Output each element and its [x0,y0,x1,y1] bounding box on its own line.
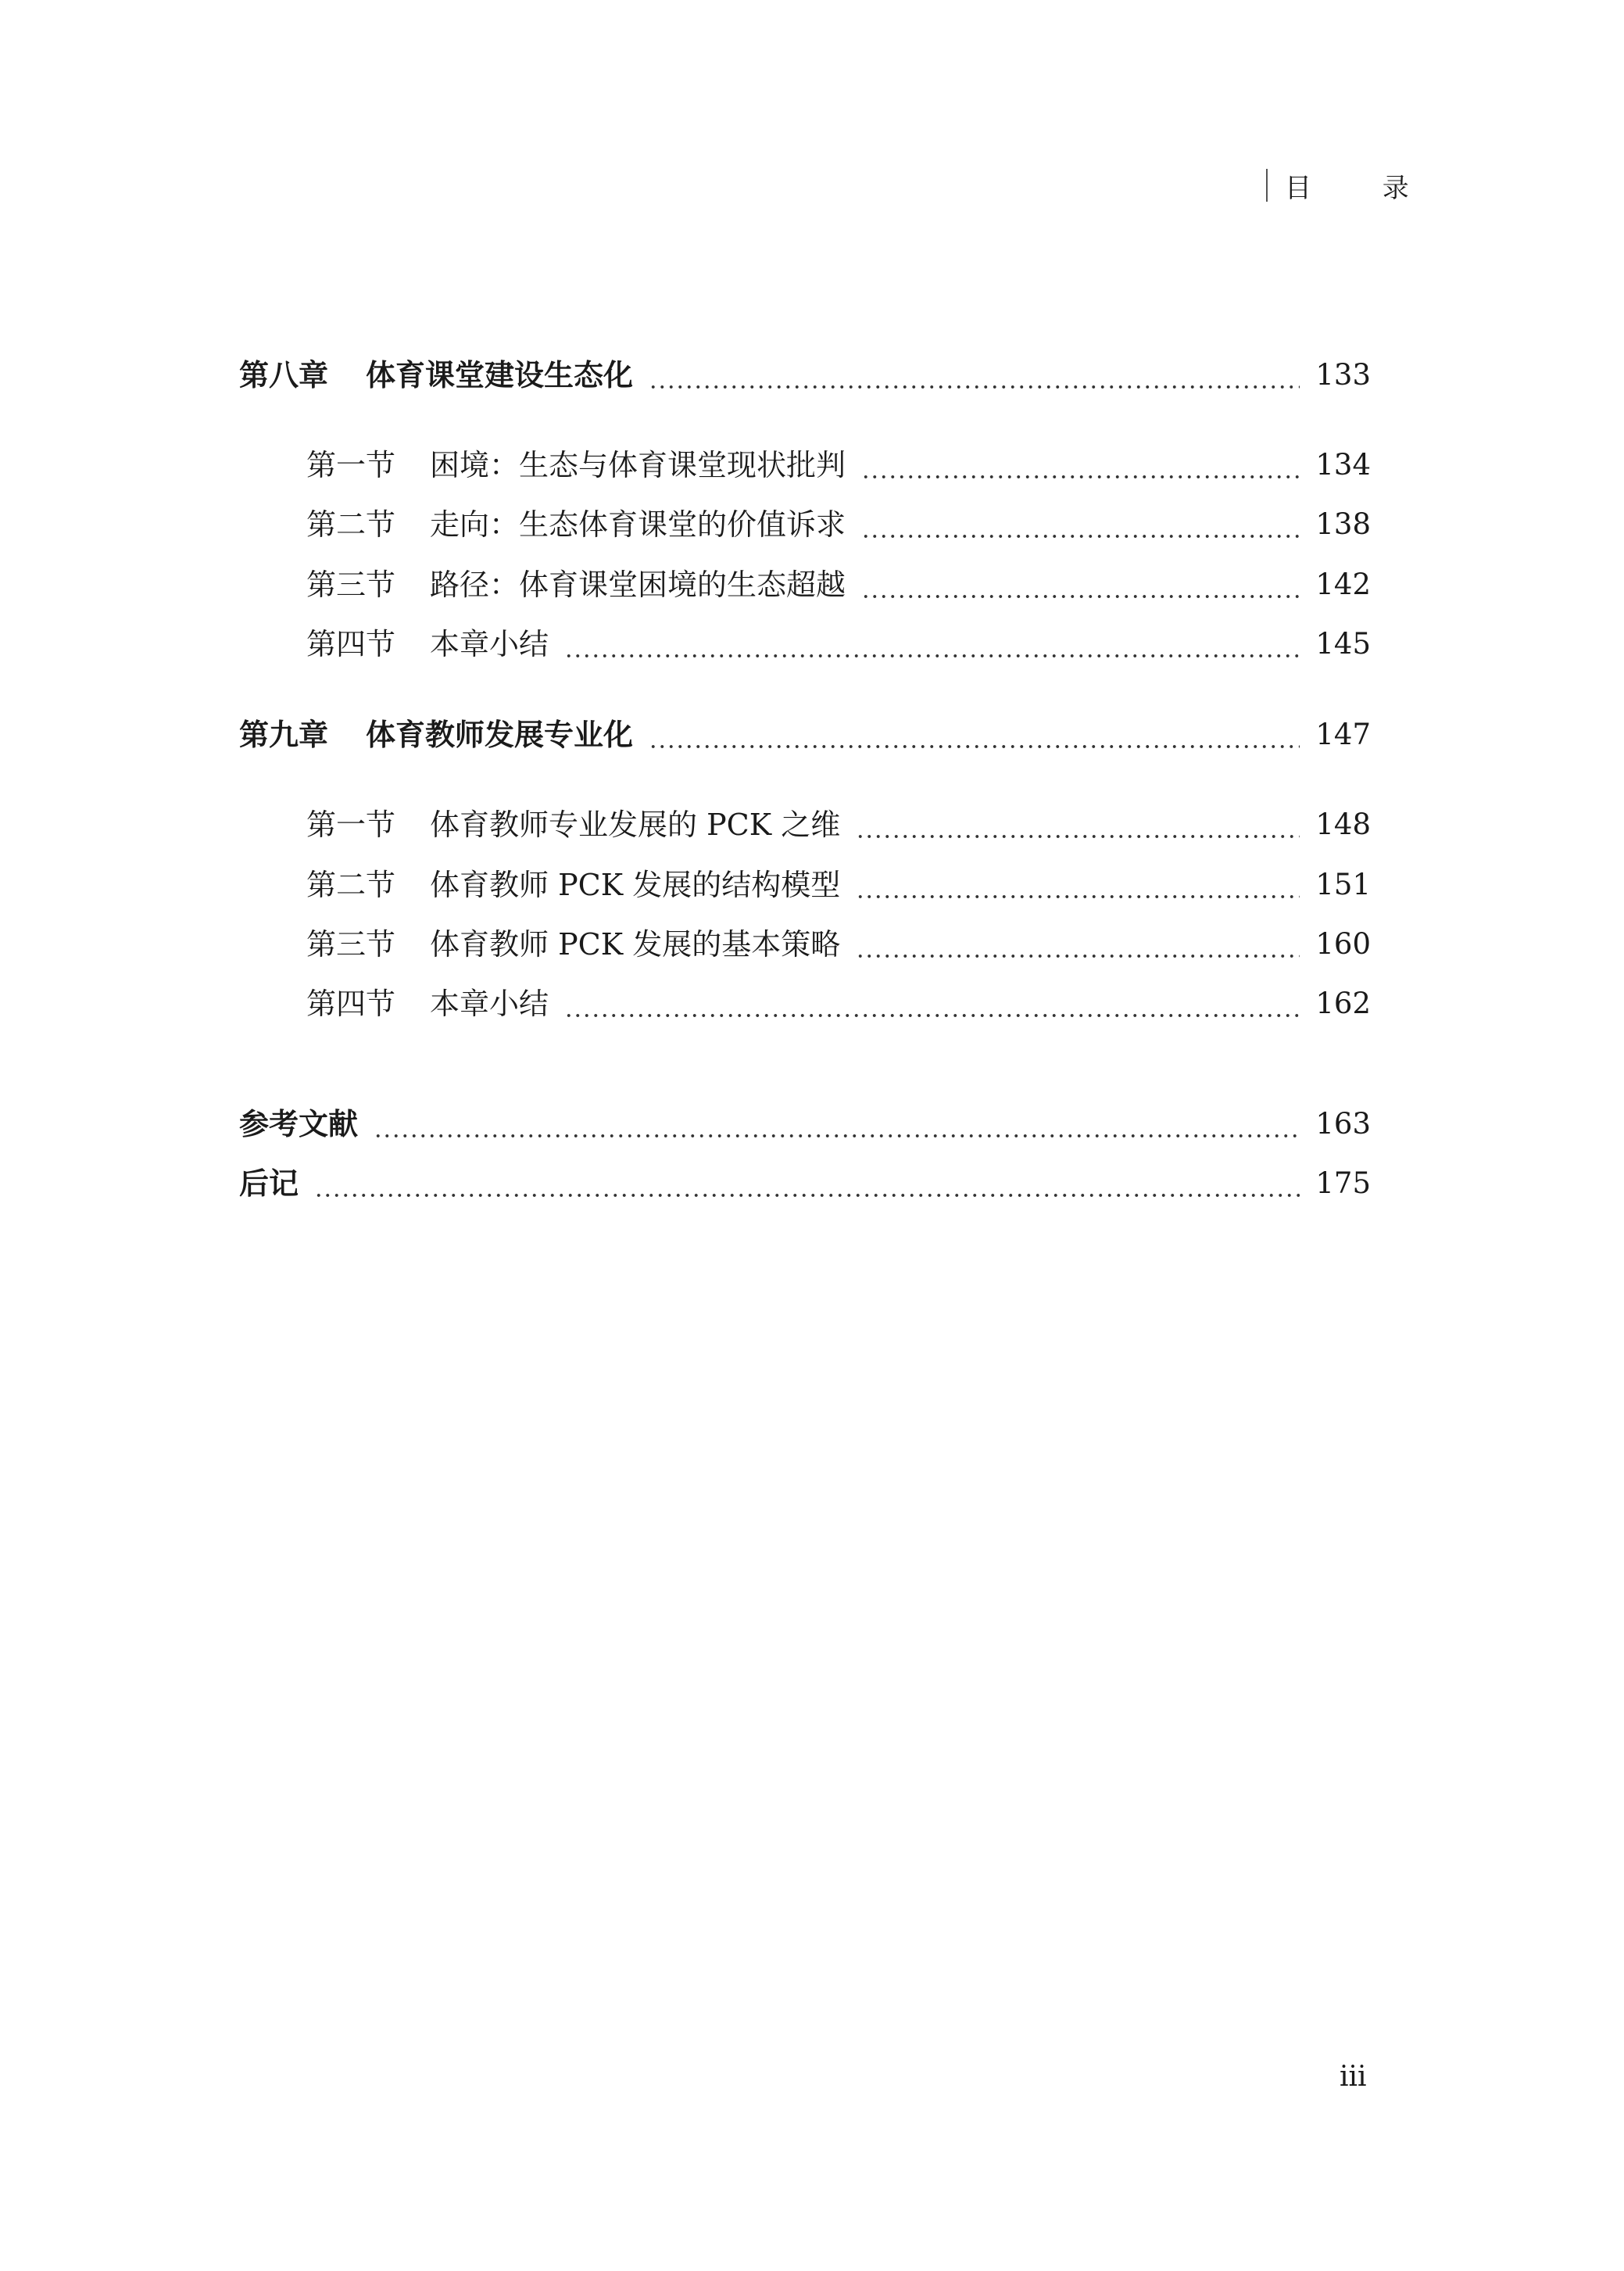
toc-section-8-1[interactable] [306,443,1371,487]
section-title: 困境：生态与体育课堂现状批判 [430,448,846,482]
section-number: 第二节 [306,868,396,902]
page-number: 147 [1315,718,1371,751]
dot-leader [564,1002,1300,1026]
dot-leader [314,1182,1300,1205]
dot-leader [856,823,1300,847]
dot-leader [861,583,1300,607]
toc-references[interactable] [239,1102,1371,1146]
section-number: 第一节 [306,448,396,482]
section-number: 第四节 [306,627,396,661]
toc-section-8-3[interactable] [306,563,1371,607]
page-number: 145 [1315,627,1371,661]
running-head-title: 目 录 [1285,172,1440,204]
section-title: 路径：体育课堂困境的生态超越 [430,568,846,602]
postscript-title: 后记 [239,1166,299,1201]
section-title: 体育教师 PCK 发展的基本策略 [430,927,841,962]
page-number: 160 [1315,927,1371,961]
toc-chapter-9[interactable] [239,713,1371,757]
section-number: 第三节 [306,927,396,962]
section-title: 体育教师 PCK 发展的结构模型 [430,868,841,902]
dot-leader [856,943,1300,966]
toc-postscript[interactable] [239,1162,1371,1205]
dot-leader [564,643,1300,666]
section-number: 第三节 [306,568,396,602]
running-head [1266,167,1440,203]
references-title: 参考文献 [239,1107,359,1141]
toc-section-9-1[interactable] [306,803,1371,847]
page-number: 148 [1315,808,1371,841]
page-number: 175 [1315,1166,1371,1200]
toc-section-8-4[interactable] [306,622,1371,666]
section-title: 本章小结 [430,627,549,661]
page-number: 138 [1315,507,1371,541]
section-title: 本章小结 [430,987,549,1021]
page-number: 133 [1315,358,1371,392]
page-number: 151 [1315,868,1371,901]
section-title: 体育教师专业发展的 PCK 之维 [430,808,841,842]
section-title: 走向：生态体育课堂的价值诉求 [430,507,846,542]
page-number: 163 [1315,1107,1371,1141]
section-number: 第二节 [306,507,396,542]
chapter-title: 体育课堂建设生态化 [366,358,634,392]
section-number: 第四节 [306,987,396,1021]
dot-leader [861,523,1300,546]
toc-section-8-2[interactable] [306,503,1371,546]
page-number: 134 [1315,448,1371,482]
dot-leader [649,733,1300,757]
chapter-number: 第八章 [239,358,329,392]
toc-chapter-8[interactable] [239,353,1371,397]
toc-section-9-3[interactable] [306,922,1371,966]
dot-leader [861,464,1300,487]
chapter-number: 第九章 [239,718,329,752]
chapter-title: 体育教师发展专业化 [366,718,634,752]
dot-leader [374,1123,1300,1146]
running-head-divider [1266,169,1268,202]
page-number: 142 [1315,568,1371,601]
page-number: 162 [1315,987,1371,1020]
section-number: 第一节 [306,808,396,842]
dot-leader [649,374,1300,397]
toc-section-9-4[interactable] [306,982,1371,1026]
dot-leader [856,883,1300,907]
toc-section-9-2[interactable] [306,863,1371,907]
folio-page-number: iii [1340,2061,1367,2093]
